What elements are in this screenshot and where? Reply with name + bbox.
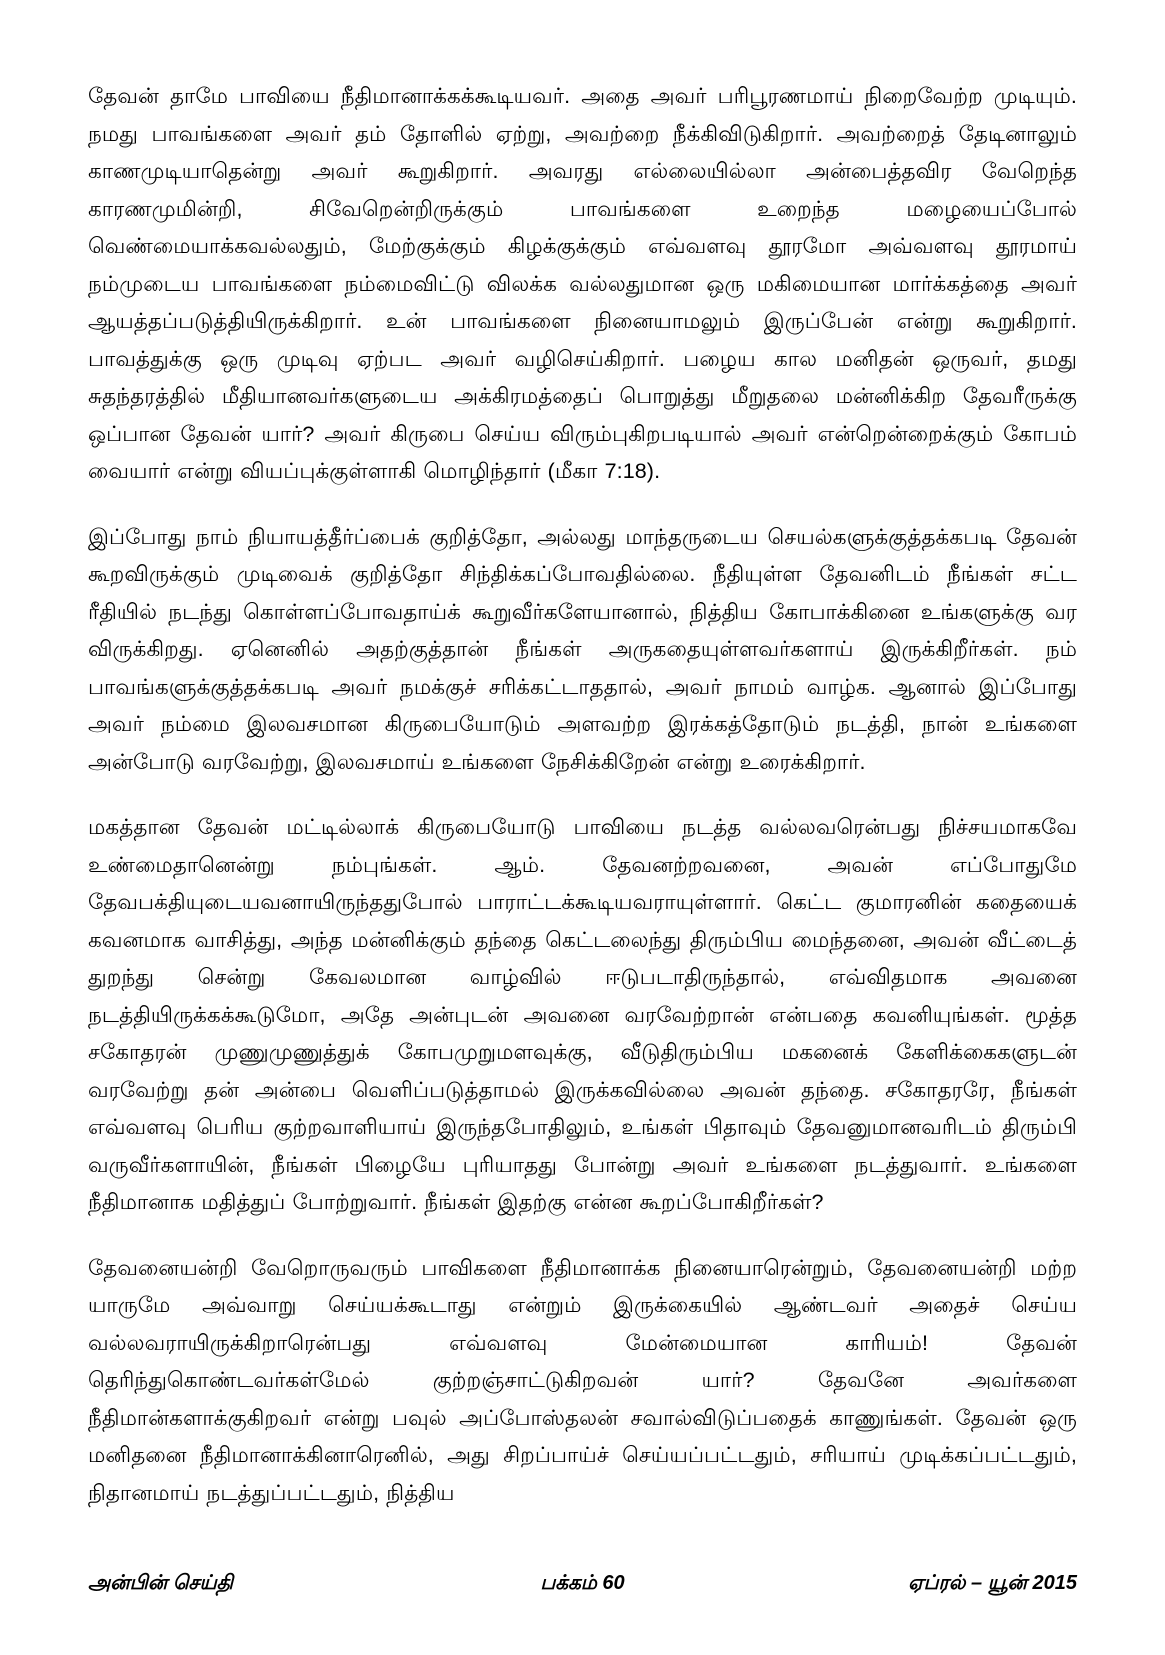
article-body	[88, 78, 1077, 1512]
footer-issue-date: ஏப்ரல் – யூன் 2015	[908, 1572, 1077, 1594]
paragraph-3: மகத்தான தேவன் மட்டில்லாக் கிருபையோடு பாவியை நடத்த வல்லவரென்பது நிச்சயமாகவே உண்மைதானென்று நம்புங்கள். ஆம். தேவனற்றவனை, அவன் எப்போதுமே தேவபக்தியுடையவனாயிருந்ததுபோல் பாராட்டக்கூடியவராயுள்ளார். கெட்ட குமாரனின் கதையைக் கவனமாக வாசித்து, அந்த மன்னிக்கும் தந்தை கெட்டலைந்து திரும்பிய மைந்தனை, அவன் வீட்டைத் துறந்து சென்று கேவலமான வாழ்வில் ஈடுபடாதிருந்தால், எவ்விதமாக அவனை நடத்தியிருக்கக்கூடுமோ, அதே அன்புடன் அவனை வரவேற்றான் என்பதை கவனியுங்கள். மூத்த சகோதரன் முணுமுணுத்துக் கோபமுறுமளவுக்கு, வீடுதிரும்பிய மகனைக் கேளிக்கைகளுடன் வரவேற்று தன் அன்பை வெளிப்படுத்தாமல் இருக்கவில்லை அவன் தந்தை. சகோதரரே, நீங்கள் எவ்வளவு பெரிய குற்றவாளியாய் இருந்தபோதிலும், உங்கள் பிதாவும் தேவனுமானவரிடம் திரும்பி வருவீர்களாயின், நீங்கள் பிழையே புரியாதது போன்று அவர் உங்களை நடத்துவார். உங்களை நீதிமானாக மதித்துப் போற்றுவார். நீங்கள் இதற்கு என்ன கூறப்போகிறீர்கள்?	[88, 815, 1077, 1214]
paragraph-4: தேவனையன்றி வேறொருவரும் பாவிகளை நீதிமானாக்க நினையாரென்றும், தேவனையன்றி மற்ற யாருமே அவ்வாறு செய்யக்கூடாது என்றும் இருக்கையில் ஆண்டவர் அதைச் செய்ய வல்லவராயிருக்கிறாரென்பது எவ்வளவு மேன்மையான காரியம்! தேவன் தெரிந்துகொண்டவர்கள்மேல் குற்றஞ்சாட்டுகிறவன் யார்? தேவனே அவர்களை நீதிமான்களாக்குகிறவர் என்று பவுல் அப்போஸ்தலன் சவால்விடுப்பதைக் காணுங்கள். தேவன் ஒரு மனிதனை நீதிமானாக்கினாரெனில், அது சிறப்பாய்ச் செய்யப்பட்டதும், சரியாய் முடிக்கப்பட்டதும், நிதானமாய் நடத்துப்பட்டதும், நித்திய	[88, 1255, 1077, 1505]
footer-publication-title: அன்பின் செய்தி	[88, 1572, 233, 1594]
paragraph-2: இப்போது நாம் நியாயத்தீர்ப்பைக் குறித்தோ, அல்லது மாந்தருடைய செயல்களுக்குத்தக்கபடி தேவன் கூறவிருக்கும் முடிவைக் குறித்தோ சிந்திக்கப்போவதில்லை. நீதியுள்ள தேவனிடம் நீங்கள் சட்ட ரீதியில் நடந்து கொள்ளப்போவதாய்க் கூறுவீர்களேயானால், நித்திய கோபாக்கினை உங்களுக்கு வர விருக்கிறது. ஏனெனில் அதற்குத்தான் நீங்கள் அருகதையுள்ளவர்களாய் இருக்கிறீர்கள். நம் பாவங்களுக்குத்தக்கபடி அவர் நமக்குச் சரிக்கட்டாததால், அவர் நாமம் வாழ்க. ஆனால் இப்போது அவர் நம்மை இலவசமான கிருபையோடும் அளவற்ற இரக்கத்தோடும் நடத்தி, நான் உங்களை அன்போடு வரவேற்று, இலவசமாய் உங்களை நேசிக்கிறேன் என்று உரைக்கிறார்.	[88, 524, 1077, 774]
paragraph-1: தேவன் தாமே பாவியை நீதிமானாக்கக்கூடியவர். அதை அவர் பரிபூரணமாய் நிறைவேற்ற முடியும். நமது பாவங்களை அவர் தம் தோளில் ஏற்று, அவற்றை நீக்கிவிடுகிறார். அவற்றைத் தேடினாலும் காணமுடியாதென்று அவர் கூறுகிறார். அவரது எல்லையில்லா அன்பைத்தவிர வேறெந்த காரணமுமின்றி, சிவேறென்றிருக்கும் பாவங்களை உறைந்த மழையைப்போல் வெண்மையாக்கவல்லதும், மேற்குக்கும் கிழக்குக்கும் எவ்வளவு தூரமோ அவ்வளவு தூரமாய் நம்முடைய பாவங்களை நம்மைவிட்டு விலக்க வல்லதுமான ஒரு மகிமையான மார்க்கத்தை அவர் ஆயத்தப்படுத்தியிருக்கிறார். உன் பாவங்களை நினையாமலும் இருப்பேன் என்று கூறுகிறார். பாவத்துக்கு ஒரு முடிவு ஏற்பட அவர் வழிசெய்கிறார். பழைய கால மனிதன் ஒருவர், தமது சுதந்தரத்தில் மீதியானவர்களுடைய அக்கிரமத்தைப் பொறுத்து மீறுதலை மன்னிக்கிற தேவரீருக்கு ஒப்பான தேவன் யார்? அவர் கிருபை செய்ய விரும்புகிறபடியால் அவர் என்றென்றைக்கும் கோபம் வையார் என்று வியப்புக்குள்ளாகி மொழிந்தார் (மீகா 7:18).	[88, 84, 1077, 483]
page-footer	[88, 1572, 1077, 1597]
footer-page-number: பக்கம் 60	[540, 1572, 625, 1594]
